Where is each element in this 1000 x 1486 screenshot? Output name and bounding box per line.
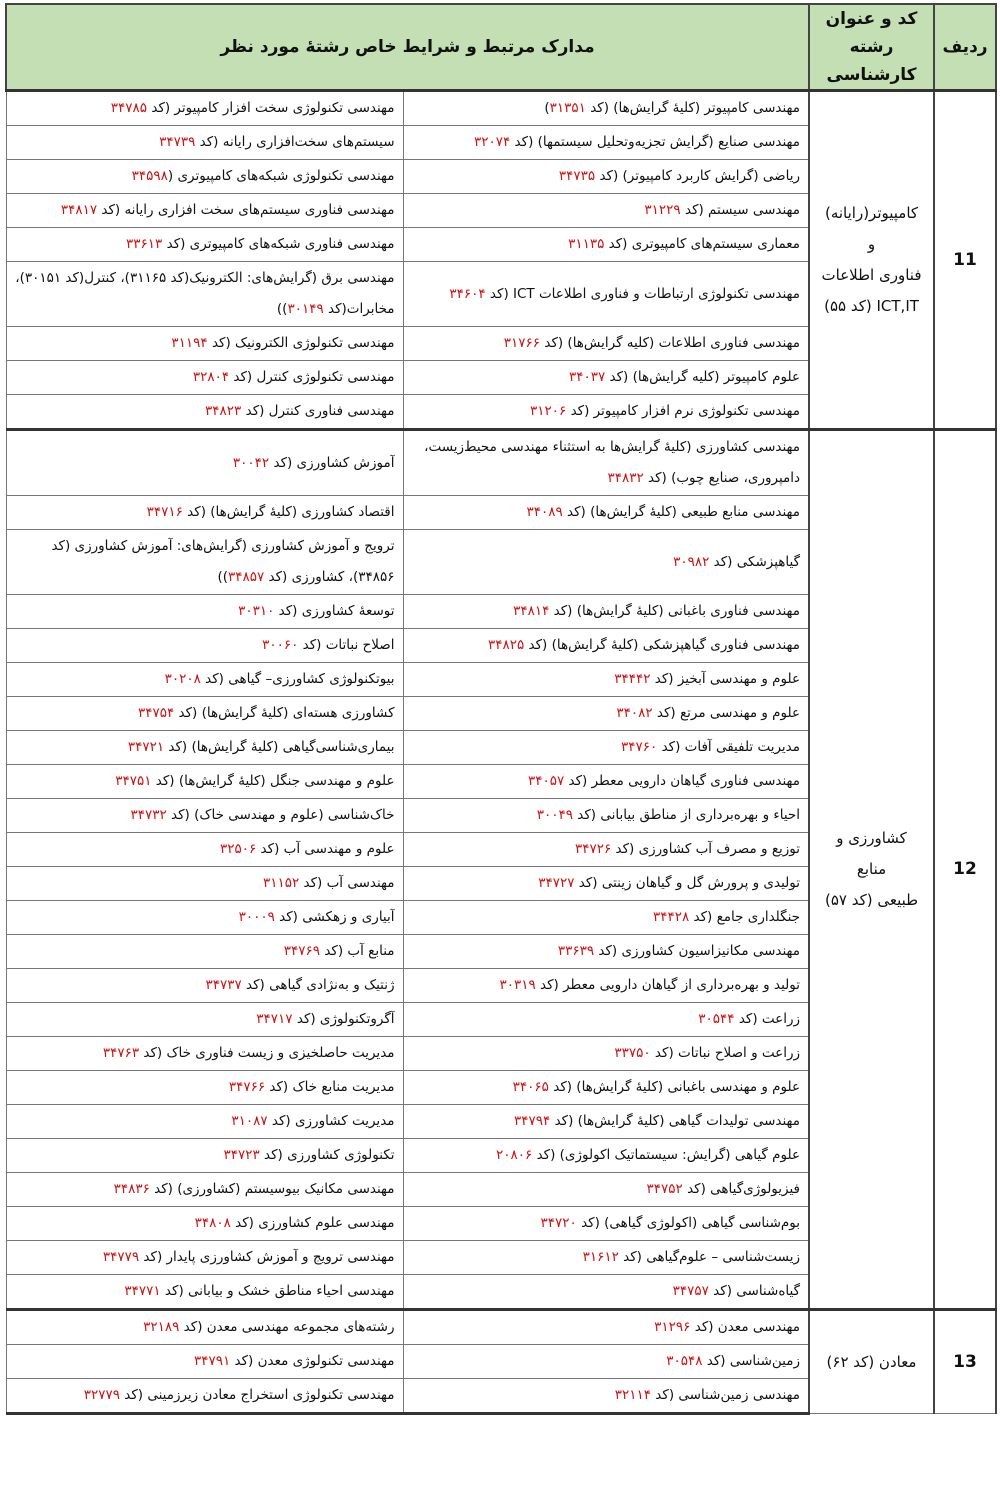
major-name: مهندسی فناوری گیاهپزشکی (کلیهٔ گرایش‌ها) (کد bbox=[524, 637, 801, 653]
major-code: ۳۴۴۲۸ bbox=[652, 909, 690, 925]
major-code: ۳۰۳۱۹ bbox=[499, 977, 536, 993]
major-name: مهندسی معدن (کد bbox=[690, 1319, 801, 1335]
major-code: ۳۳۶۱۳ bbox=[126, 236, 163, 252]
field-title-line: معادن (کد ۶۲) bbox=[826, 1352, 917, 1371]
major-code: ۳۴۷۸۵ bbox=[110, 100, 148, 116]
related-major-cell bbox=[403, 496, 809, 530]
major-name: آگروتکنولوژی (کد bbox=[292, 1011, 395, 1027]
major-code: ۳۱۳۵۱ bbox=[549, 100, 586, 116]
related-major-cell-secondary bbox=[6, 1275, 403, 1310]
major-code: ۳۰۰۴۲ bbox=[232, 454, 270, 471]
related-major-cell-secondary bbox=[6, 496, 403, 530]
major-code: ۳۱۲۰۶ bbox=[530, 403, 567, 419]
related-major-cell bbox=[403, 867, 809, 901]
major-code: ۳۴۷۵۴ bbox=[137, 705, 175, 721]
related-major-cell bbox=[403, 1105, 809, 1139]
major-code: ۳۲۱۸۹ bbox=[143, 1319, 180, 1335]
major-code: ۳۴۷۵۱ bbox=[115, 773, 152, 789]
major-name: گیاه‌شناسی (کد bbox=[708, 1283, 801, 1299]
major-code: ۳۴۷۲۶ bbox=[574, 841, 612, 857]
major-name: مهندسی مکانیک بیوسیستم (کشاورزی) (کد bbox=[149, 1181, 395, 1197]
major-name: بیوتکنولوژی کشاورزی– گیاهی (کد bbox=[200, 671, 395, 687]
related-major-cell-secondary bbox=[6, 160, 403, 194]
related-major-cell-secondary bbox=[6, 361, 403, 395]
major-name: مهندسی تکنولوژی استخراج معادن زیرزمینی (کد bbox=[119, 1387, 395, 1403]
major-name: توزیع و مصرف آب کشاورزی (کد bbox=[611, 841, 801, 857]
major-code: ۳۴۷۵۲ bbox=[646, 1181, 683, 1197]
related-major-cell-secondary bbox=[6, 697, 403, 731]
major-suffix: ) bbox=[544, 100, 550, 116]
row-number-cell: 13 bbox=[934, 1310, 996, 1414]
related-major-cell-secondary bbox=[6, 935, 403, 969]
major-code: ۲۰۸۰۶ bbox=[496, 1147, 533, 1163]
related-major-cell-secondary bbox=[6, 1105, 403, 1139]
related-major-cell bbox=[403, 160, 809, 194]
related-major-cell-secondary bbox=[6, 1037, 403, 1071]
major-suffix: )) bbox=[217, 569, 228, 585]
major-code: ۳۴۸۲۳ bbox=[205, 403, 242, 419]
table-row bbox=[6, 91, 996, 126]
major-code: ۳۴۰۵۷ bbox=[527, 773, 565, 789]
major-name: علوم و مهندسی مرتع (کد bbox=[652, 705, 801, 721]
related-major-cell bbox=[403, 530, 809, 595]
related-major-cell bbox=[403, 126, 809, 160]
major-name: توسعهٔ کشاورزی (کد bbox=[274, 603, 395, 619]
major-name: مهندسی آب (کد bbox=[299, 875, 395, 891]
major-code: ۳۴۷۱۷ bbox=[256, 1011, 293, 1027]
major-name: مهندسی تکنولوژی نرم افزار کامپیوتر (کد bbox=[566, 403, 801, 419]
major-code: ۳۴۴۴۲ bbox=[614, 671, 651, 687]
table-header-row bbox=[6, 4, 996, 91]
field-title-line: طبیعی (کد ۵۷) bbox=[824, 891, 919, 909]
major-code: ۳۲۰۷۴ bbox=[474, 134, 511, 150]
major-name: مهندسی برق (گرایش‌های: الکترونیک(کد ۳۱۱۶۵)، کنترل(کد ۳۰۱۵۱)، مخابرات(کد bbox=[15, 270, 395, 317]
major-code: ۳۱۰۸۷ bbox=[231, 1113, 268, 1129]
major-code: ۳۰۱۴۹ bbox=[287, 301, 324, 317]
related-major-cell-secondary bbox=[6, 126, 403, 160]
major-code: ۳۴۷۲۱ bbox=[127, 739, 165, 755]
major-name: تولید و بهره‌برداری از گیاهان دارویی معطر (کد bbox=[535, 977, 801, 993]
major-code: ۳۴۷۶۹ bbox=[283, 943, 321, 959]
major-name: خاک‌شناسی (علوم و مهندسی خاک) (کد bbox=[166, 807, 395, 823]
related-major-cell bbox=[403, 1275, 809, 1310]
major-code: ۳۴۷۲۰ bbox=[540, 1215, 577, 1231]
related-major-cell bbox=[403, 935, 809, 969]
major-code: ۳۴۷۳۵ bbox=[558, 168, 596, 184]
related-major-cell-secondary bbox=[6, 228, 403, 262]
related-major-cell bbox=[403, 1345, 809, 1379]
majors-table-container bbox=[5, 3, 995, 1415]
major-name: زراعت و اصلاح نباتات (کد bbox=[650, 1045, 801, 1061]
major-name: فیزیولوژی‌گیاهی (کد bbox=[682, 1181, 801, 1197]
field-title-line: کشاورزی و منابع bbox=[836, 829, 907, 878]
related-major-cell bbox=[403, 91, 809, 126]
major-code: ۳۴۸۵۷ bbox=[227, 569, 265, 585]
related-major-cell bbox=[403, 1003, 809, 1037]
major-code: ۳۴۸۱۷ bbox=[60, 202, 98, 218]
related-major-cell-secondary bbox=[6, 867, 403, 901]
major-code: ۳۴۷۹۱ bbox=[193, 1353, 231, 1369]
major-name: علوم و مهندسی جنگل (کلیهٔ گرایش‌ها) (کد bbox=[151, 773, 395, 789]
related-major-cell-secondary bbox=[6, 629, 403, 663]
table-row bbox=[6, 430, 996, 496]
major-name: اقتصاد کشاورزی (کلیهٔ گرایش‌ها) (کد bbox=[182, 504, 395, 520]
major-code: ۳۱۲۲۹ bbox=[644, 202, 681, 218]
related-major-cell bbox=[403, 361, 809, 395]
related-major-cell-secondary bbox=[6, 1207, 403, 1241]
related-major-cell bbox=[403, 765, 809, 799]
major-name: گیاهپزشکی (کد bbox=[709, 553, 801, 570]
major-code: ۳۴۸۳۶ bbox=[113, 1181, 150, 1197]
major-name: مهندسی احیاء مناطق خشک و بیابانی (کد bbox=[160, 1283, 395, 1299]
major-name: علوم و مهندسی آبخیز (کد bbox=[650, 671, 801, 687]
table-row bbox=[6, 1310, 996, 1345]
major-code: ۳۴۷۶۰ bbox=[621, 739, 658, 755]
related-major-cell bbox=[403, 1241, 809, 1275]
major-code: ۳۰۲۰۸ bbox=[164, 671, 201, 687]
related-major-cell bbox=[403, 901, 809, 935]
major-name: مهندسی تکنولوژی الکترونیک (کد bbox=[207, 335, 395, 351]
related-major-cell-secondary bbox=[6, 799, 403, 833]
major-code: ۳۴۶۰۴ bbox=[449, 285, 486, 302]
major-code: ۳۰۹۸۲ bbox=[673, 553, 710, 570]
major-code: ۳۴۵۹۸ bbox=[131, 168, 168, 184]
header-related-documents: مدارک مرتبط و شرایط خاص رشتهٔ مورد نظر bbox=[6, 4, 809, 91]
related-major-cell-secondary bbox=[6, 765, 403, 799]
major-name: مهندسی تکنولوژی کنترل (کد bbox=[229, 369, 395, 385]
major-name: علوم و مهندسی باغبانی (کلیهٔ گرایش‌ها) (کد bbox=[548, 1079, 801, 1095]
major-name: مهندسی فناوری اطلاعات (کلیه گرایش‌ها) (کد bbox=[540, 335, 801, 351]
major-code: ۳۴۷۶۳ bbox=[102, 1045, 140, 1061]
major-name: ریاضی (گرایش کاربرد کامپیوتر) (کد bbox=[595, 168, 801, 184]
major-name: بیماری‌شناسی‌گیاهی (کلیهٔ گرایش‌ها) (کد bbox=[164, 739, 395, 755]
major-name: آموزش کشاورزی (کد bbox=[269, 454, 395, 471]
related-major-cell bbox=[403, 1037, 809, 1071]
major-name: بوم‌شناسی گیاهی (اکولوژی گیاهی) (کد bbox=[576, 1215, 801, 1231]
related-major-cell-secondary bbox=[6, 194, 403, 228]
major-name: مهندسی کشاورزی (کلیهٔ گرایش‌ها به استثناء مهندسی محیط‌زیست، دامپروری، صنایع چوب) (کد bbox=[424, 439, 801, 486]
major-name: معماری سیستم‌های کامپیوتری (کد bbox=[604, 236, 801, 252]
header-field-title: کد و عنوان رشته کارشناسی bbox=[809, 4, 934, 91]
related-major-cell-secondary bbox=[6, 663, 403, 697]
row-number-cell: 11 bbox=[934, 91, 996, 430]
major-name: آبیاری و زهکشی (کد bbox=[274, 909, 395, 925]
major-code: ۳۱۷۶۶ bbox=[503, 335, 541, 351]
major-code: ۳۰۳۱۰ bbox=[238, 603, 275, 619]
related-major-cell bbox=[403, 629, 809, 663]
related-major-cell bbox=[403, 228, 809, 262]
major-name: مهندسی زمین‌شناسی (کد bbox=[651, 1387, 801, 1403]
major-name: مهندسی تکنولوژی ارتباطات و فناوری اطلاعات ICT (کد bbox=[485, 285, 801, 302]
major-name: زمین‌شناسی (کد bbox=[702, 1353, 801, 1369]
related-major-cell bbox=[403, 1379, 809, 1414]
field-title-cell bbox=[809, 91, 934, 430]
major-code: ۳۴۷۵۷ bbox=[672, 1283, 709, 1299]
related-major-cell bbox=[403, 697, 809, 731]
related-major-cell-secondary bbox=[6, 901, 403, 935]
major-name: مهندسی فناوری باغبانی (کلیهٔ گرایش‌ها) (کد bbox=[549, 603, 801, 619]
major-name: جنگلداری جامع (کد bbox=[689, 909, 801, 925]
related-major-cell-secondary bbox=[6, 1241, 403, 1275]
major-name: مهندسی تکنولوژی معدن (کد bbox=[230, 1353, 395, 1369]
major-code: ۳۴۷۷۱ bbox=[124, 1283, 161, 1299]
major-code: ۳۰۰۶۰ bbox=[262, 637, 299, 653]
major-name: مهندسی سیستم (کد bbox=[680, 202, 801, 218]
related-major-cell-secondary bbox=[6, 530, 403, 595]
major-name: سیستم‌های سخت‌افزاری رایانه (کد bbox=[195, 134, 395, 150]
related-major-cell bbox=[403, 1139, 809, 1173]
major-code: ۳۳۷۵۰ bbox=[614, 1045, 651, 1061]
related-major-cell-secondary bbox=[6, 595, 403, 629]
major-name: مهندسی ترویج و آموزش کشاورزی پایدار (کد bbox=[139, 1249, 395, 1265]
major-name: مهندسی فناوری سیستم‌های سخت افزاری رایانه (کد bbox=[97, 202, 395, 218]
major-code: ۳۰۰۴۹ bbox=[536, 807, 573, 823]
related-major-cell bbox=[403, 395, 809, 430]
major-code: ۳۴۷۲۷ bbox=[538, 875, 575, 891]
major-name: مهندسی فناوری شبکه‌های کامپیوتری (کد bbox=[162, 236, 395, 252]
related-major-cell bbox=[403, 595, 809, 629]
major-code: ۳۲۷۷۹ bbox=[83, 1387, 120, 1403]
major-name: علوم کامپیوتر (کلیه گرایش‌ها) (کد bbox=[605, 369, 801, 385]
major-code: ۳۱۱۹۴ bbox=[171, 335, 208, 351]
related-major-cell bbox=[403, 731, 809, 765]
major-name: کشاورزی هسته‌ای (کلیهٔ گرایش‌ها) (کد bbox=[174, 705, 395, 721]
major-suffix: )) bbox=[276, 301, 288, 317]
related-major-cell-secondary bbox=[6, 1173, 403, 1207]
field-title-line: فناوری اطلاعات bbox=[821, 266, 922, 284]
major-code: ۳۴۸۲۵ bbox=[487, 637, 525, 653]
related-major-cell bbox=[403, 663, 809, 697]
major-name: مدیریت کشاورزی (کد bbox=[267, 1113, 395, 1129]
related-major-cell-secondary bbox=[6, 1139, 403, 1173]
major-name: تکنولوژی کشاورزی (کد bbox=[259, 1147, 395, 1163]
major-code: ۳۴۰۶۵ bbox=[512, 1079, 549, 1095]
related-major-cell bbox=[403, 1071, 809, 1105]
related-major-cell-secondary bbox=[6, 430, 403, 496]
major-code: ۳۰۵۴۸ bbox=[666, 1353, 703, 1369]
related-major-cell-secondary bbox=[6, 1379, 403, 1414]
major-code: ۳۴۰۳۷ bbox=[568, 369, 606, 385]
major-name: ژنتیک و به‌نژادی گیاهی (کد bbox=[241, 977, 395, 993]
related-major-cell-secondary bbox=[6, 731, 403, 765]
major-code: ۳۴۷۳۷ bbox=[205, 977, 242, 993]
major-code: ۳۲۵۰۶ bbox=[220, 841, 257, 857]
header-row-number: ردیف bbox=[934, 4, 996, 91]
major-code: ۳۴۰۸۲ bbox=[616, 705, 653, 721]
major-code: ۳۴۷۳۹ bbox=[159, 134, 196, 150]
major-code: ۳۳۶۳۹ bbox=[557, 943, 595, 959]
major-code: ۳۲۸۰۴ bbox=[192, 369, 230, 385]
major-code: ۳۱۱۳۵ bbox=[568, 236, 605, 252]
major-name: زراعت (کد bbox=[734, 1011, 801, 1027]
major-name: مهندسی تکنولوژی سخت افزار کامپیوتر (کد bbox=[147, 100, 395, 116]
major-code: ۳۴۷۱۶ bbox=[146, 504, 183, 520]
major-code: ۳۴۷۶۶ bbox=[228, 1079, 266, 1095]
major-code: ۳۴۸۱۴ bbox=[513, 603, 550, 619]
related-major-cell-secondary bbox=[6, 1345, 403, 1379]
related-major-cell bbox=[403, 194, 809, 228]
major-name: ترویج و آموزش کشاورزی (گرایش‌های: آموزش کشاورزی (کد ۳۴۸۵۶)، کشاورزی (کد bbox=[51, 538, 395, 585]
field-title-line: کامپیوتر(رایانه) و bbox=[824, 204, 919, 253]
related-major-cell-secondary bbox=[6, 1003, 403, 1037]
major-code: ۳۱۱۵۲ bbox=[262, 875, 300, 891]
major-name: علوم گیاهی (گرایش: سیستماتیک اکولوژی) (کد bbox=[532, 1147, 801, 1163]
related-major-cell-secondary bbox=[6, 969, 403, 1003]
field-title-cell bbox=[809, 1310, 934, 1414]
major-name: مهندسی منابع طبیعی (کلیهٔ گرایش‌ها) (کد bbox=[562, 504, 801, 520]
related-major-cell bbox=[403, 262, 809, 327]
row-number-cell: 12 bbox=[934, 430, 996, 1310]
major-name: مهندسی صنایع (گرایش تجزیه‌وتحلیل سیستمها) (کد bbox=[510, 134, 801, 150]
related-major-cell bbox=[403, 799, 809, 833]
related-major-cell bbox=[403, 833, 809, 867]
major-code: ۳۴۸۰۸ bbox=[194, 1215, 231, 1231]
major-name: مدیریت منابع خاک (کد bbox=[265, 1079, 395, 1095]
major-code: ۳۲۱۱۴ bbox=[614, 1387, 652, 1403]
majors-table bbox=[5, 3, 997, 1415]
major-name: رشته‌های مجموعه مهندسی معدن (کد bbox=[179, 1319, 395, 1335]
major-name: مدیریت حاصلخیزی و زیست فناوری خاک (کد bbox=[139, 1045, 395, 1061]
major-name: مهندسی فناوری کنترل (کد bbox=[241, 403, 395, 419]
major-code: ۳۴۷۲۳ bbox=[223, 1147, 260, 1163]
major-code: ۳۴۸۳۲ bbox=[607, 470, 644, 486]
major-code: ۳۴۰۸۹ bbox=[526, 504, 563, 520]
major-code: ۳۴۷۳۲ bbox=[130, 807, 167, 823]
related-major-cell-secondary bbox=[6, 262, 403, 327]
related-major-cell bbox=[403, 327, 809, 361]
related-major-cell bbox=[403, 430, 809, 496]
major-code: ۳۰۰۰۹ bbox=[238, 909, 275, 925]
related-major-cell-secondary bbox=[6, 395, 403, 430]
related-major-cell bbox=[403, 1310, 809, 1345]
major-name: مهندسی کامپیوتر (کلیهٔ گرایش‌ها) (کد bbox=[585, 100, 801, 116]
major-name: مهندسی فناوری گیاهان دارویی معطر (کد bbox=[564, 773, 801, 789]
major-name: احیاء و بهره‌برداری از مناطق بیابانی (کد bbox=[572, 807, 801, 823]
major-code: ۳۴۷۷۹ bbox=[102, 1249, 140, 1265]
major-name: منابع آب (کد bbox=[320, 943, 395, 959]
major-code: ۳۱۲۹۶ bbox=[654, 1319, 691, 1335]
major-name: مهندسی مکانیزاسیون کشاورزی (کد bbox=[594, 943, 801, 959]
field-title-line: ICT,IT (کد ۵۵) bbox=[824, 297, 919, 315]
major-code: ۳۴۷۹۴ bbox=[514, 1113, 551, 1129]
related-major-cell-secondary bbox=[6, 91, 403, 126]
related-major-cell-secondary bbox=[6, 1071, 403, 1105]
major-name: زیست‌شناسی – علوم‌گیاهی (کد bbox=[618, 1249, 801, 1265]
related-major-cell-secondary bbox=[6, 327, 403, 361]
major-name: علوم و مهندسی آب (کد bbox=[256, 841, 395, 857]
major-name: مدیریت تلفیقی آفات (کد bbox=[657, 739, 801, 755]
major-name: تولیدی و پرورش گل و گیاهان زینتی (کد bbox=[574, 875, 801, 891]
major-name: مهندسی تولیدات گیاهی (کلیهٔ گرایش‌ها) (کد bbox=[550, 1113, 801, 1129]
major-code: ۳۰۵۴۴ bbox=[698, 1011, 735, 1027]
related-major-cell bbox=[403, 969, 809, 1003]
related-major-cell bbox=[403, 1173, 809, 1207]
related-major-cell-secondary bbox=[6, 1310, 403, 1345]
major-name: اصلاح نباتات (کد bbox=[298, 637, 395, 653]
major-name: مهندسی تکنولوژی شبکه‌های کامپیوتری ( bbox=[167, 168, 395, 184]
field-title-cell bbox=[809, 430, 934, 1310]
table-body bbox=[6, 91, 996, 1414]
major-name: مهندسی علوم کشاورزی (کد bbox=[230, 1215, 395, 1231]
related-major-cell bbox=[403, 1207, 809, 1241]
related-major-cell-secondary bbox=[6, 833, 403, 867]
major-code: ۳۱۶۱۲ bbox=[582, 1249, 619, 1265]
